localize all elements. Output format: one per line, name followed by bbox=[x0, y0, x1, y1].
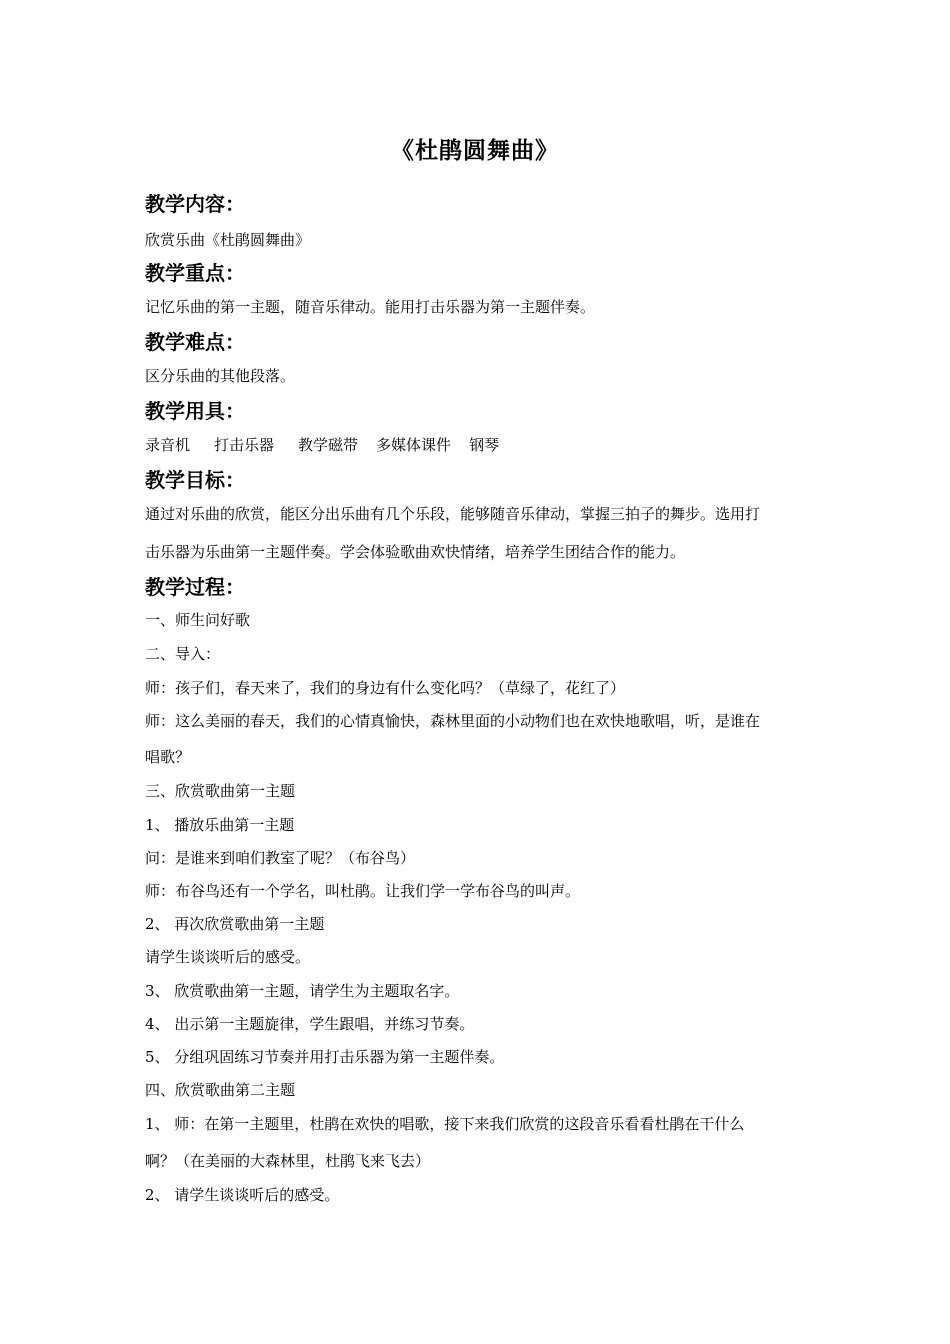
process-line: 请学生谈谈听后的感受。 bbox=[145, 948, 311, 966]
content-text: 欣赏乐曲《杜鹃圆舞曲》 bbox=[145, 231, 311, 249]
heading-content: 教学内容： bbox=[145, 192, 245, 216]
goals-text-line: 通过对乐曲的欣赏，能区分出乐曲有几个乐段，能够随音乐律动，掌握三拍子的舞步。选用打 bbox=[145, 505, 761, 523]
process-line: 4、 出示第一主题旋律，学生跟唱，并练习节奏。 bbox=[145, 1015, 475, 1033]
process-line: 师：布谷鸟还有一个学名，叫杜鹃。让我们学一学布谷鸟的叫声。 bbox=[145, 882, 581, 900]
tool-item: 教学磁带 bbox=[298, 436, 359, 454]
process-line: 师：这么美丽的春天，我们的心情真愉快，森林里面的小动物们也在欢快地歌唱，听，是谁在 bbox=[145, 712, 761, 730]
process-line: 一、师生问好歌 bbox=[145, 611, 251, 629]
process-line: 1、 播放乐曲第一主题 bbox=[145, 816, 295, 834]
process-line: 2、 请学生谈谈听后的感受。 bbox=[145, 1186, 340, 1204]
difficulty-text: 区分乐曲的其他段落。 bbox=[145, 367, 296, 385]
process-line: 二、导入： bbox=[145, 645, 221, 663]
heading-goals: 教学目标： bbox=[145, 468, 245, 492]
tool-item: 录音机 bbox=[145, 436, 191, 454]
heading-focus: 教学重点： bbox=[145, 261, 245, 285]
heading-tools: 教学用具： bbox=[145, 399, 245, 423]
process-line: 2、 再次欣赏歌曲第一主题 bbox=[145, 915, 325, 933]
heading-process: 教学过程： bbox=[145, 575, 245, 599]
goals-text-line: 击乐器为乐曲第一主题伴奏。学会体验歌曲欢快情绪，培养学生团结合作的能力。 bbox=[145, 543, 686, 561]
process-line: 啊？（在美丽的大森林里，杜鹃飞来飞去） bbox=[145, 1152, 431, 1170]
document-title: 《杜鹃圆舞曲》 bbox=[391, 138, 559, 164]
tool-item: 多媒体课件 bbox=[376, 436, 452, 454]
process-line: 四、欣赏歌曲第二主题 bbox=[145, 1081, 296, 1099]
process-line: 5、 分组巩固练习节奏并用打击乐器为第一主题伴奏。 bbox=[145, 1048, 505, 1066]
focus-text: 记忆乐曲的第一主题，随音乐律动。能用打击乐器为第一主题伴奏。 bbox=[145, 298, 596, 316]
tool-item: 打击乐器 bbox=[214, 436, 275, 454]
tool-item: 钢琴 bbox=[469, 436, 500, 454]
heading-difficulty: 教学难点： bbox=[145, 330, 245, 354]
process-line: 1、 师：在第一主题里，杜鹃在欢快的唱歌，接下来我们欣赏的这段音乐看看杜鹃在干什么 bbox=[145, 1115, 745, 1133]
process-line: 3、 欣赏歌曲第一主题，请学生为主题取名字。 bbox=[145, 982, 460, 1000]
process-line: 三、欣赏歌曲第一主题 bbox=[145, 782, 296, 800]
process-line: 唱歌？ bbox=[145, 748, 191, 766]
process-line: 师：孩子们，春天来了，我们的身边有什么变化吗？（草绿了，花红了） bbox=[145, 679, 626, 697]
process-line: 问：是谁来到咱们教室了呢？（布谷鸟） bbox=[145, 849, 416, 867]
tools-list bbox=[145, 434, 523, 455]
